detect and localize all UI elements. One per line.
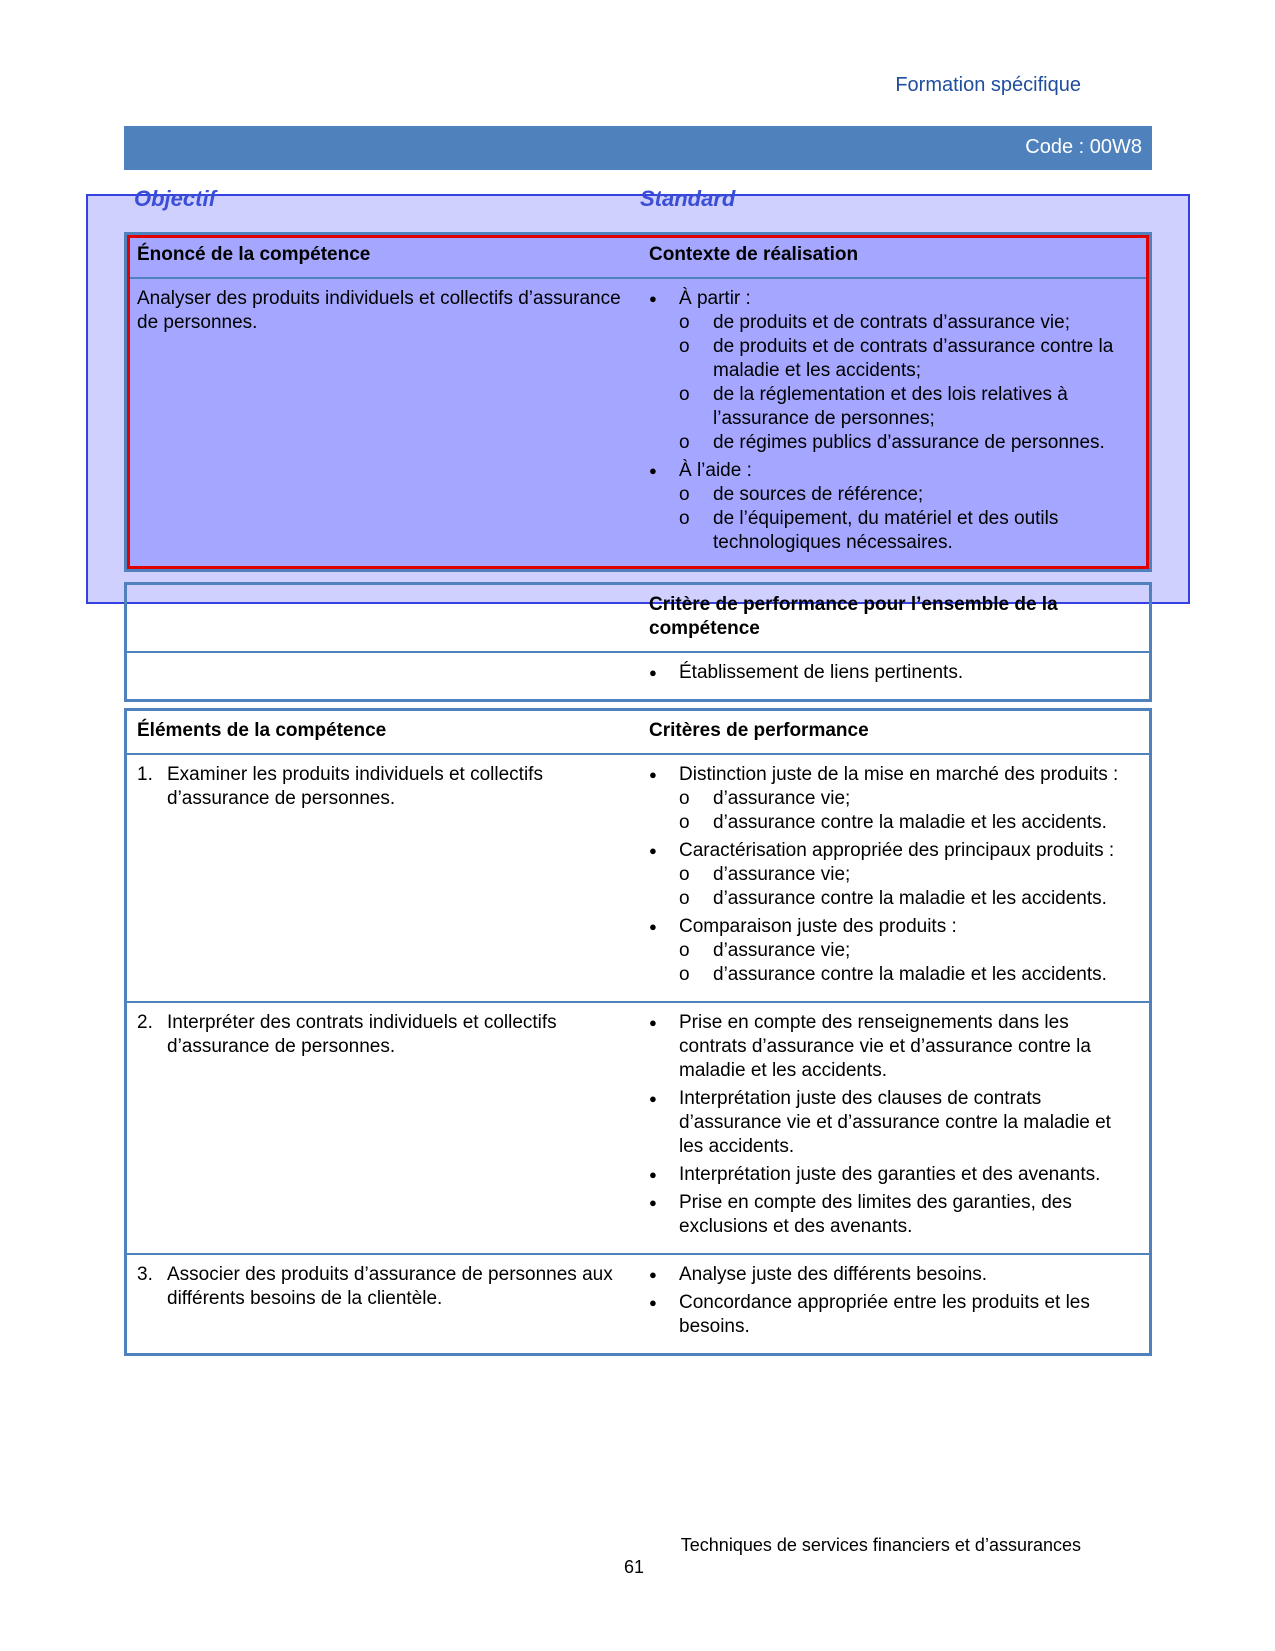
criterion-item: ● Interprétation juste des garanties et des avenants. xyxy=(649,1163,1139,1187)
element-item xyxy=(137,1263,629,1311)
competence-statement: Analyser des produits individuels et collectifs d’assurance de personnes. xyxy=(137,288,621,333)
criterion-text: ● Distinction juste de la mise en marché des produits : xyxy=(679,764,1119,785)
overall-criterion-table xyxy=(124,582,1152,702)
element-text: Interpréter des contrats individuels et collectifs d’assurance de personnes. xyxy=(167,1012,557,1057)
criterion-item xyxy=(649,915,1139,987)
elements-header: Éléments de la compétence xyxy=(126,710,640,755)
criterion-sub-item: o d’assurance vie; xyxy=(679,787,1139,811)
overall-empty-cell xyxy=(126,652,640,701)
criterion-item: ● Prise en compte des limites des garanties, des exclusions et des avenants. xyxy=(649,1191,1139,1239)
element-text: Associer des produits d’assurance de personnes aux différents besoins de la clientèle. xyxy=(167,1264,613,1309)
header-program-label: Formation spécifique xyxy=(895,74,1081,96)
element-item xyxy=(137,1011,629,1059)
competency-code: Code : 00W8 xyxy=(1025,136,1142,158)
code-band xyxy=(124,126,1152,170)
element-text: Examiner les produits individuels et collectifs d’assurance de personnes. xyxy=(167,764,543,809)
criterion-sub-item: o d’assurance contre la maladie et les accidents. xyxy=(679,811,1139,835)
criterion-item xyxy=(649,763,1139,835)
page-number: 61 xyxy=(624,1557,645,1577)
element-number: 1. xyxy=(137,764,153,785)
criterion-item: ● Interprétation juste des clauses de contrats d’assurance vie et d’assurance contre la maladie et les accidents. xyxy=(649,1087,1139,1159)
elements-table xyxy=(124,708,1152,1356)
context-item: o de produits et de contrats d’assurance vie; xyxy=(679,311,1139,335)
statement-header: Énoncé de la compétence xyxy=(126,234,640,279)
context-group-label: ● À l’aide : xyxy=(679,460,752,481)
context-list xyxy=(639,278,1151,571)
context-item: o de sources de référence; xyxy=(679,483,1139,507)
context-item: o de l’équipement, du matériel et des outils technologiques nécessaires. xyxy=(679,507,1139,555)
criterion-sub-item: o d’assurance contre la maladie et les accidents. xyxy=(679,887,1139,911)
context-item: o de produits et de contrats d’assurance contre la maladie et les accidents; xyxy=(679,335,1139,383)
criterion-sub-item: o d’assurance vie; xyxy=(679,939,1139,963)
context-group-label: ● À partir : xyxy=(679,288,751,309)
context-group xyxy=(649,459,1139,555)
criterion-item xyxy=(649,839,1139,911)
context-item: o de la réglementation et des lois relatives à l’assurance de personnes; xyxy=(679,383,1139,431)
criterion-item: ● Analyse juste des différents besoins. xyxy=(649,1263,1139,1287)
overall-criterion-header: Critère de performance pour l’ensemble de la compétence xyxy=(639,584,1151,653)
criterion-sub-item: o d’assurance vie; xyxy=(679,863,1139,887)
element-item xyxy=(137,763,629,811)
context-group xyxy=(649,287,1139,455)
context-item: o de régimes publics d’assurance de personnes. xyxy=(679,431,1139,455)
standard-title: Standard xyxy=(640,186,736,211)
element-number: 2. xyxy=(137,1012,153,1033)
context-header: Contexte de réalisation xyxy=(639,234,1151,279)
criterion-text: ● Caractérisation appropriée des principaux produits : xyxy=(679,840,1115,861)
element-number: 3. xyxy=(137,1264,153,1285)
criterion-item: ● Prise en compte des renseignements dans les contrats d’assurance vie et d’assurance contre la maladie et les accidents. xyxy=(649,1011,1139,1083)
overall-criterion-item: ● Établissement de liens pertinents. xyxy=(649,661,1139,685)
competence-table xyxy=(124,232,1152,572)
criterion-text: ● Comparaison juste des produits : xyxy=(679,916,957,937)
criterion-sub-item: o d’assurance contre la maladie et les accidents. xyxy=(679,963,1139,987)
criteria-header: Critères de performance xyxy=(639,710,1151,755)
criterion-item: ● Concordance appropriée entre les produits et les besoins. xyxy=(649,1291,1139,1339)
footer-program-name: Techniques de services financiers et d’assurances xyxy=(680,1535,1081,1555)
objective-title: Objectif xyxy=(134,186,216,211)
overall-empty-cell xyxy=(126,584,640,653)
